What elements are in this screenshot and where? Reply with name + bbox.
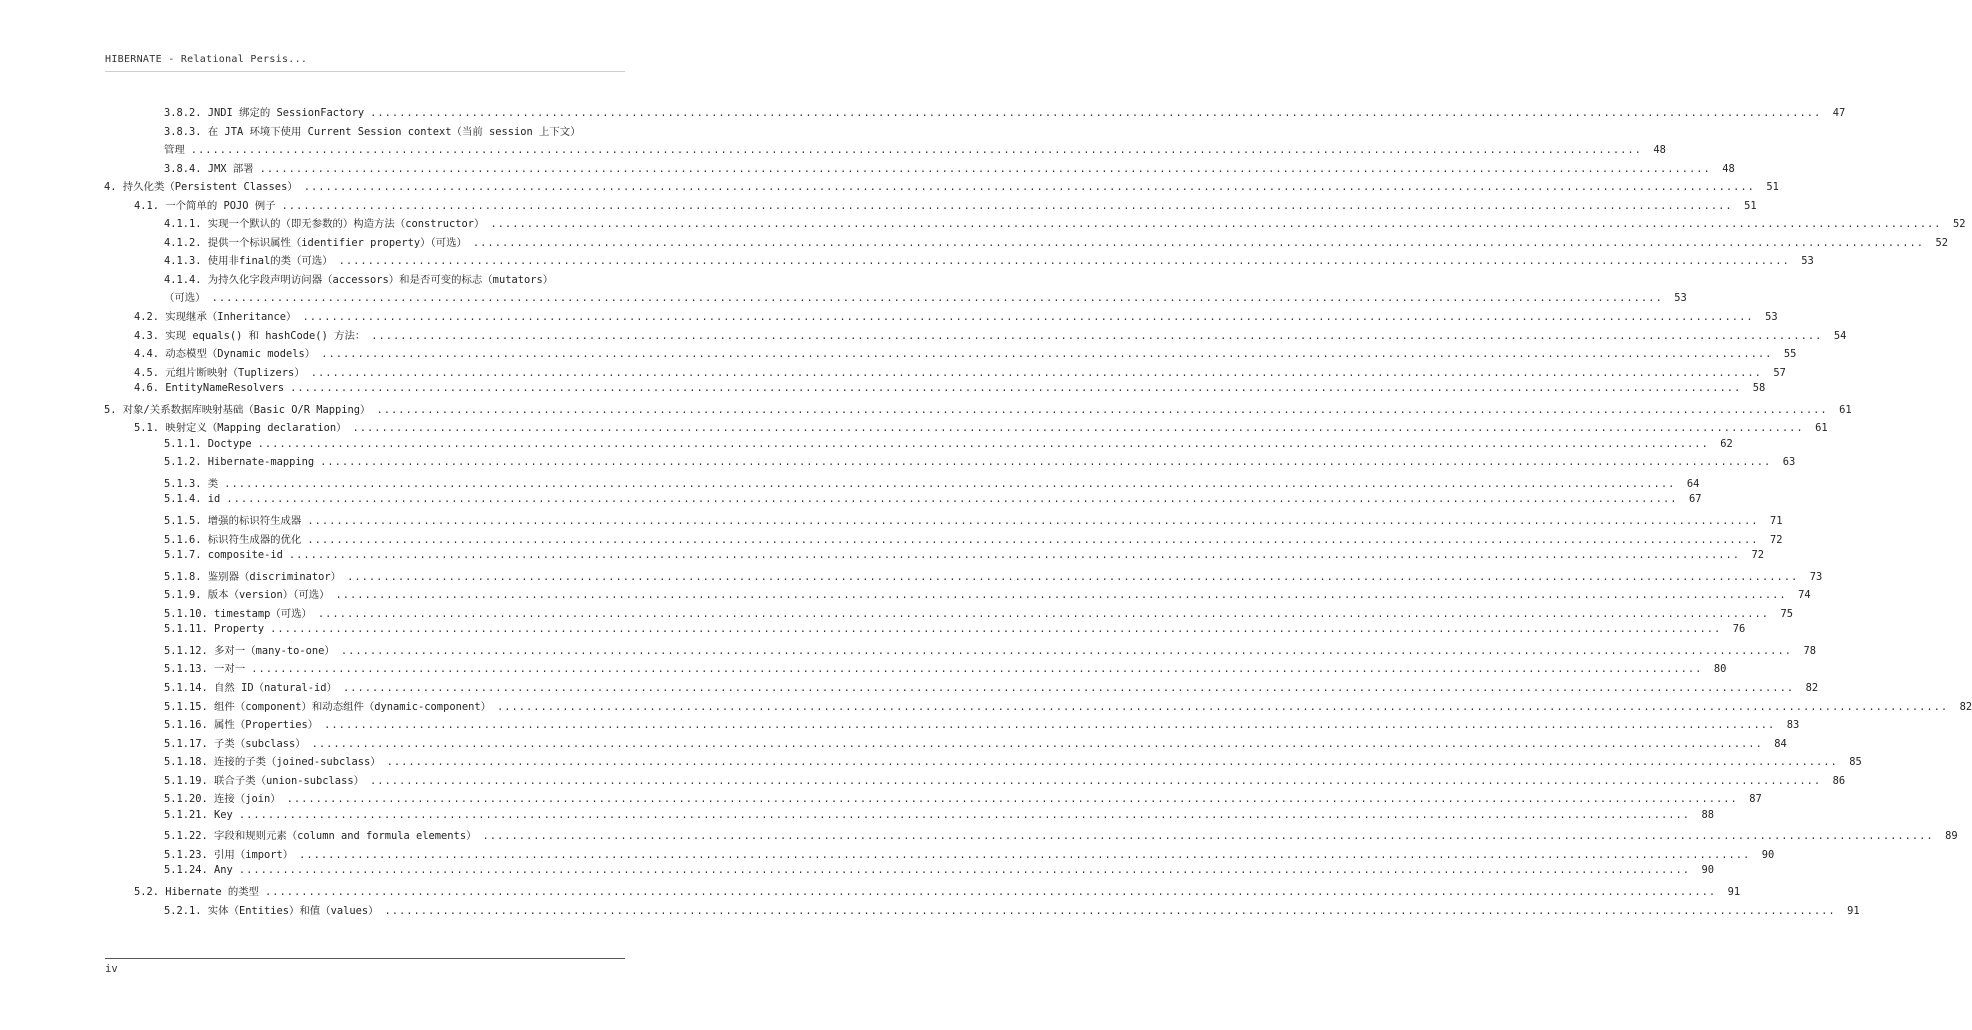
toc-entry[interactable] <box>104 735 1787 754</box>
toc-entry-title: 4.1.1. 实现一个默认的（即无参数的）构造方法（constructor） <box>164 218 485 231</box>
toc-dot-leader: ........................................................................................................................................................................................................ <box>370 107 1822 119</box>
toc-dot-leader: ........................................................................................................................................................................................................ <box>270 623 1722 636</box>
toc-entry-page: 84 <box>1774 737 1787 750</box>
toc-entry-title: 5.1.22. 字段和规则元素（column and formula elements） <box>164 830 477 843</box>
toc-entry-page: 53 <box>1801 255 1814 268</box>
toc-entry[interactable] <box>104 252 1814 271</box>
toc-entry-page: 73 <box>1809 570 1823 583</box>
toc-entry-page: 76 <box>1732 623 1746 636</box>
toc-dot-leader: ........................................................................................................................................................................................................ <box>303 181 1755 194</box>
toc-entry[interactable] <box>104 716 1800 735</box>
toc-entry-title: 5.1.20. 连接（join） <box>164 793 281 806</box>
toc-entry-title: 4.1.2. 提供一个标识属性（identifier property）（可选） <box>164 236 467 249</box>
toc-entry-title: 5.1.1. Doctype <box>164 437 252 450</box>
page-number: iv <box>105 963 118 975</box>
toc-entry[interactable] <box>104 549 1764 568</box>
toc-entry-page: 82 <box>1959 700 1972 713</box>
toc-entry[interactable] <box>104 456 1796 475</box>
toc-entry[interactable] <box>104 419 1828 438</box>
toc-entry[interactable] <box>104 808 1714 828</box>
toc-entry[interactable] <box>104 605 1794 624</box>
toc-entry-page: 85 <box>1849 756 1862 769</box>
toc-entry-page: 72 <box>1751 549 1764 562</box>
toc-entry-title: 4.4. 动态模型（Dynamic models） <box>134 348 316 361</box>
toc-entry-page: 91 <box>1727 885 1741 898</box>
toc-dot-leader: ........................................................................................................................................................................................................ <box>290 382 1742 395</box>
toc-entry-title: 5.1.3. 类 <box>164 477 219 490</box>
toc-entry-page: 90 <box>1701 864 1714 877</box>
toc-dot-leader: ........................................................................................................................................................................................................ <box>342 681 1795 694</box>
toc-dot-leader: ........................................................................................................................................................................................................ <box>224 477 1676 490</box>
toc-entry[interactable] <box>104 493 1702 512</box>
toc-entry[interactable] <box>104 753 1862 772</box>
toc-entry-page: 90 <box>1761 848 1775 861</box>
toc-entry-title: 5.1.8. 鉴别器（discriminator） <box>164 570 342 583</box>
toc-entry-title: 5.1.14. 自然 ID（natural-id） <box>164 681 337 694</box>
toc-entry-title: 5.1.5. 增强的标识符生成器 <box>164 515 302 528</box>
toc-entry-title: 4.1.4. 为持久化字段声明访问器（accessors）和是否可变的标志（mutators） <box>164 273 554 286</box>
toc-entry[interactable] <box>104 401 1852 420</box>
toc-entry-page: 51 <box>1766 181 1779 194</box>
toc-entry[interactable] <box>104 772 1846 791</box>
toc-dot-leader: ........................................................................................................................................................................................................ <box>310 366 1762 379</box>
toc-dot-leader: ........................................................................................................................................................................................................ <box>352 422 1804 435</box>
toc-entry-title: 4.5. 元组片断映射（Tuplizers） <box>134 366 305 379</box>
toc-entry-page: 64 <box>1686 477 1700 490</box>
toc-entry[interactable] <box>104 475 1700 494</box>
toc-dot-leader: ........................................................................................................................................................................................................ <box>251 663 1703 676</box>
toc-entry-title: 4. 持久化类（Persistent Classes） <box>104 181 298 194</box>
toc-entry-page: 67 <box>1688 493 1702 506</box>
toc-dot-leader: ........................................................................................................................................................................................................ <box>317 607 1770 620</box>
toc-entry-page: 58 <box>1752 382 1766 395</box>
toc-entry-title: 3.8.4. JMX 部署 <box>164 162 254 175</box>
toc-entry-page: 83 <box>1786 719 1800 732</box>
toc-dot-leader: ........................................................................................................................................................................................................ <box>490 218 1942 231</box>
toc-entry-title: 管理 <box>164 144 185 157</box>
toc-dot-leader: ........................................................................................................................................................................................................ <box>302 311 1754 324</box>
toc-dot-leader: ........................................................................................................................................................................................................ <box>347 570 1799 583</box>
toc-entry-page: 86 <box>1832 774 1846 787</box>
toc-entry[interactable] <box>104 883 1741 902</box>
toc-entry-title: 5.1.17. 子类（subclass） <box>164 737 306 750</box>
header-divider <box>105 71 625 72</box>
toc-entry[interactable] <box>104 345 1797 364</box>
toc-entry-page: 61 <box>1839 403 1852 416</box>
toc-dot-leader: ........................................................................................................................................................................................................ <box>320 456 1772 469</box>
toc-dot-leader: ........................................................................................................................................................................................................ <box>259 162 1711 175</box>
toc-entry[interactable] <box>104 104 1846 123</box>
toc-entry-page: 74 <box>1798 589 1811 602</box>
toc-entry-title: 5.1.23. 引用（import） <box>164 848 294 861</box>
toc-dot-leader: ........................................................................................................................................................................................................ <box>369 774 1822 787</box>
toc-entry[interactable] <box>104 642 1816 661</box>
toc-entry-page: 91 <box>1847 904 1860 917</box>
toc-entry-title: 5.1.6. 标识符生成器的优化 <box>164 533 302 546</box>
toc-entry-title: 4.2. 实现继承（Inheritance） <box>134 311 297 324</box>
toc-entry-page: 47 <box>1832 107 1846 119</box>
toc-entry-title: 4.6. EntityNameResolvers <box>134 382 285 395</box>
toc-dot-leader: ........................................................................................................................................................................................................ <box>211 292 1663 305</box>
toc-entry[interactable] <box>104 790 1762 809</box>
toc-entry[interactable] <box>104 568 1823 587</box>
toc-dot-leader: ........................................................................................................................................................................................................ <box>386 756 1838 769</box>
toc-dot-leader: ........................................................................................................................................................................................................ <box>288 549 1740 562</box>
toc-entry-title: 5.1.24. Any <box>164 864 233 877</box>
toc-entry-page: 54 <box>1833 329 1847 342</box>
toc-entry-page: 57 <box>1773 366 1786 379</box>
toc-entry[interactable] <box>104 827 1958 846</box>
toc-entry-title: 5.1.18. 连接的子类（joined-subclass） <box>164 756 381 769</box>
toc-entry-page: 48 <box>1653 144 1666 157</box>
toc-entry-title: 5.2. Hibernate 的类型 <box>134 885 260 898</box>
toc-dot-leader: ........................................................................................................................................................................................................ <box>321 348 1773 361</box>
toc-dot-leader: ........................................................................................................................................................................................................ <box>190 144 1642 157</box>
toc-entry-title: 3.8.3. 在 JTA 环境下使用 Current Session context（当前 session 上下文） <box>164 125 581 138</box>
footer-divider <box>105 958 625 959</box>
toc-dot-leader: ........................................................................................................................................................................................................ <box>257 437 1709 450</box>
toc-entry-title: 5.1.13. 一对一 <box>164 663 246 676</box>
toc-dot-leader: ........................................................................................................................................................................................................ <box>335 589 1787 602</box>
toc-entry-page: 62 <box>1720 437 1733 450</box>
toc-entry[interactable] <box>104 698 1972 717</box>
table-of-contents <box>104 104 1972 920</box>
toc-entry-title: 5. 对象/关系数据库映射基础（Basic O/R Mapping） <box>104 403 371 416</box>
toc-entry[interactable] <box>104 160 1735 179</box>
toc-entry[interactable] <box>104 197 1757 216</box>
toc-dot-leader: ........................................................................................................................................................................................................ <box>307 515 1759 528</box>
toc-entry-title: （可选） <box>164 292 206 305</box>
toc-entry-page: 53 <box>1765 311 1778 324</box>
toc-dot-leader: ........................................................................................................................................................................................................ <box>324 719 1776 732</box>
toc-entry-title: 5.1.2. Hibernate-mapping <box>164 456 315 469</box>
toc-entry-title: 5.1.10. timestamp（可选） <box>164 607 312 620</box>
toc-entry[interactable] <box>104 123 627 142</box>
toc-dot-leader: ........................................................................................................................................................................................................ <box>299 848 1751 861</box>
toc-entry-page: 63 <box>1782 456 1796 469</box>
running-header: HIBERNATE - Relational Persis... <box>105 54 308 65</box>
toc-entry[interactable] <box>104 382 1766 401</box>
toc-entry-page: 80 <box>1713 663 1727 676</box>
toc-entry-page: 48 <box>1722 162 1735 175</box>
toc-entry-title: 5.2.1. 实体（Entities）和值（values） <box>164 904 379 917</box>
toc-entry-page: 61 <box>1815 422 1828 435</box>
toc-entry-page: 78 <box>1803 644 1816 657</box>
toc-dot-leader: ........................................................................................................................................................................................................ <box>340 644 1792 657</box>
toc-entry-page: 88 <box>1701 808 1714 821</box>
toc-entry-page: 72 <box>1769 533 1783 546</box>
toc-entry[interactable] <box>104 327 1847 346</box>
toc-entry[interactable] <box>104 531 1783 550</box>
toc-dot-leader: ........................................................................................................................................................................................................ <box>281 199 1733 212</box>
toc-dot-leader: ........................................................................................................................................................................................................ <box>311 737 1763 750</box>
toc-dot-leader: ........................................................................................................................................................................................................ <box>286 793 1738 806</box>
toc-entry-title: 5.1.16. 属性（Properties） <box>164 719 319 732</box>
toc-dot-leader: ........................................................................................................................................................................................................ <box>238 864 1690 877</box>
toc-dot-leader: ........................................................................................................................................................................................................ <box>371 329 1823 342</box>
toc-dot-leader: ........................................................................................................................................................................................................ <box>482 830 1934 843</box>
toc-entry[interactable] <box>104 679 1819 698</box>
toc-entry[interactable] <box>104 512 1783 531</box>
toc-entry-title: 5.1.21. Key <box>164 808 233 821</box>
toc-entry-page: 53 <box>1674 292 1687 305</box>
toc-dot-leader: ........................................................................................................................................................................................................ <box>226 493 1678 506</box>
toc-entry[interactable] <box>104 864 1714 883</box>
toc-entry[interactable] <box>104 623 1746 642</box>
toc-dot-leader: ........................................................................................................................................................................................................ <box>307 533 1759 546</box>
toc-entry[interactable] <box>104 586 1811 605</box>
toc-entry-title: 4.1. 一个简单的 POJO 例子 <box>134 199 276 212</box>
toc-dot-leader: ........................................................................................................................................................................................................ <box>338 255 1790 268</box>
toc-entry-page: 52 <box>1953 218 1966 231</box>
toc-dot-leader: ........................................................................................................................................................................................................ <box>265 885 1717 898</box>
toc-entry[interactable] <box>104 308 1778 327</box>
toc-entry[interactable] <box>104 364 1786 383</box>
toc-entry-page: 52 <box>1935 236 1949 249</box>
toc-entry-page: 82 <box>1805 681 1819 694</box>
toc-entry-title: 4.3. 实现 equals() 和 hashCode() 方法： <box>134 329 366 342</box>
toc-entry-title: 5.1.7. composite-id <box>164 549 283 562</box>
toc-entry[interactable] <box>104 846 1775 865</box>
toc-entry-page: 71 <box>1769 515 1783 528</box>
toc-entry-title: 5.1. 映射定义（Mapping declaration） <box>134 422 347 435</box>
toc-dot-leader: ........................................................................................................................................................................................................ <box>376 403 1828 416</box>
toc-entry[interactable] <box>104 902 1860 921</box>
toc-entry-title: 3.8.2. JNDI 绑定的 SessionFactory <box>164 107 365 119</box>
toc-entry-page: 89 <box>1945 830 1958 843</box>
toc-entry-page: 87 <box>1749 793 1762 806</box>
toc-entry[interactable] <box>104 437 1733 457</box>
toc-dot-leader: ........................................................................................................................................................................................................ <box>238 808 1690 821</box>
toc-entry[interactable] <box>104 234 1949 253</box>
toc-entry-title: 5.1.12. 多对一（many-to-one） <box>164 644 335 657</box>
toc-entry-title: 5.1.11. Property <box>164 623 265 636</box>
toc-entry-title: 5.1.4. id <box>164 493 221 506</box>
toc-entry-title: 5.1.19. 联合子类（union-subclass） <box>164 774 364 787</box>
toc-entry-page: 75 <box>1780 607 1794 620</box>
toc-entry-title: 4.1.3. 使用非final的类（可选） <box>164 255 333 268</box>
toc-entry[interactable] <box>104 289 1687 308</box>
toc-entry[interactable] <box>104 178 1779 197</box>
toc-dot-leader: ........................................................................................................................................................................................................ <box>497 700 1949 713</box>
toc-dot-leader: ........................................................................................................................................................................................................ <box>384 904 1836 917</box>
toc-entry-title: 5.1.15. 组件（component）和动态组件（dynamic-component） <box>164 700 491 713</box>
toc-entry-title: 5.1.9. 版本（version）（可选） <box>164 589 330 602</box>
toc-entry[interactable] <box>104 660 1727 679</box>
toc-entry-page: 55 <box>1783 348 1797 361</box>
toc-dot-leader: ........................................................................................................................................................................................................ <box>472 236 1925 249</box>
toc-entry[interactable] <box>104 271 627 290</box>
toc-entry[interactable] <box>104 141 1666 160</box>
toc-entry-page: 51 <box>1744 199 1757 212</box>
toc-entry[interactable] <box>104 215 1966 234</box>
